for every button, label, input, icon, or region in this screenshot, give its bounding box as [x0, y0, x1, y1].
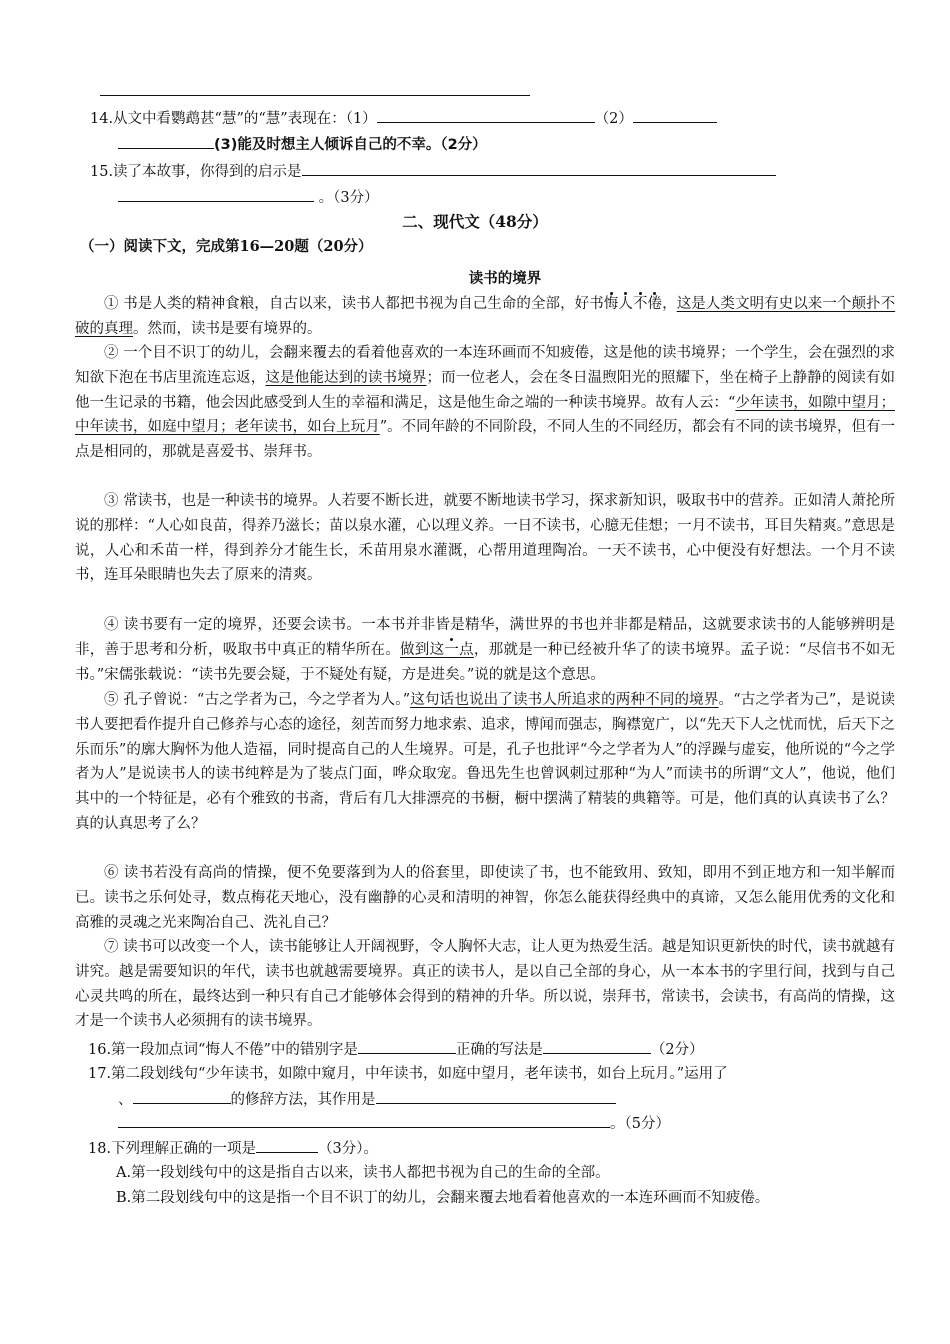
question-17-cont-2: [118, 1112, 670, 1135]
p4-underlined-dotted: 一点: [444, 641, 474, 658]
q18-text: 18.下列理解正确的一项是: [88, 1141, 257, 1157]
question-16: [88, 1038, 704, 1061]
p1-text-a: ① 书是人类的精神食粮，自古以来，读书人都把书视为自己生命的全部，好书: [104, 296, 604, 312]
article-paragraph-7: ⑦ 读书可以改变一个人，读书能够让人开阔视野，令人胸怀大志，让人更为热爱生活。越是知识更新快的时代，读书就越有讲究。越是需要知识的年代，读书也就越需要境界。真正的读书人，是以自己全部的身心，从一本本书的字里行间，找到与自己心灵共鸣的所在，最终达到一种只有自己才能够体会得到的精神的升华。所以说，崇拜书，常读书，会读书，有高尚的情操，这才是一个读书人必须拥有的读书境界。: [75, 939, 895, 1030]
q16-blank-2[interactable]: [543, 1038, 651, 1054]
q14-tail: (3)能及时想主人倾诉自己的不幸。（2分）: [214, 137, 487, 153]
q17-text-b: 的修辞方法，其作用是: [230, 1092, 376, 1108]
q16-text-a: 16.第一段加点词“悔人不倦”中的错别字是: [88, 1042, 358, 1058]
question-14: [90, 107, 717, 130]
p5-text-b: 。“古之学者为己”，是说读书人要把看作提升自己修养与心态的途径，刻苦而努力地求索、追求，博闻而强志，胸襟宽广，以“先天下人之忧而忧，后天下之乐而乐”的廓大胸怀为他人造福，同时提高自己的人生境界。可是，孔子也批评“今之学者为人”的浮躁与虚妄，他所说的“今之学者为人”是说读书人的读书纯粹是为了装点门面，哗众取宠。鲁迅先生也曾讽刺过那种“为人”而读书的所谓“文人”，他说，他们其中的一个特征是，必有个雅致的书斋，背后有几大排漂亮的书橱，橱中摆满了精装的典籍等。可是，他们真的认真读书了么？真的认真思考了么？: [75, 692, 895, 832]
q14-blank-1[interactable]: [377, 107, 595, 123]
q18-option-b[interactable]: B.第二段划线句中的这是指一个目不识丁的幼儿，会翻来覆去地看着他喜欢的一本连环画而不知疲倦。: [116, 1190, 770, 1206]
q17-blank-3[interactable]: [118, 1112, 610, 1128]
article-paragraph-3: ③ 常读书，也是一种读书的境界。人若要不断长进，就要不断地读书学习，探求新知识，吸取书中的营养。正如清人萧抡所说的那样：“人心如良苗，得养乃滋长；苗以泉水灌，心以理义养。一日不读书，心臆无佳想；一月不读书，耳目失精爽。”意思是说，人心和禾苗一样，得到养分才能生长，禾苗用泉水灌溉，心帮用道理陶冶。一天不读书，心中便没有好想法。一个月不读书，连耳朵眼睛也失去了原来的清爽。: [75, 493, 895, 584]
p1-text-c: 。然而，读书是要有境界的。: [133, 320, 322, 337]
q15-text: 15.读了本故事，你得到的启示是: [90, 164, 302, 180]
q15-blank-2[interactable]: [118, 186, 314, 202]
p2-text-a: ② 一个目不识丁的幼儿，会翻来覆去的看着他喜欢的一本连环画而不知疲倦，这是他的读书境界；一个学生，会在强烈的求知欲下泡在书店里流连忘返，: [75, 345, 895, 386]
p4-text-a: ④ 读书要有一定的境界，还要会读书。一本书并非皆是精华，满世界的书也并非都是精品，这就要求读书的人能够辨明是非，善于思考和分析，吸取书中真正的精华所在。: [75, 617, 895, 658]
section-title: 二、现代文（48分）: [402, 212, 548, 231]
q17-text-c: 。（5分）: [610, 1116, 670, 1132]
article-title: 读书的境界: [468, 270, 542, 287]
q16-text-b: 正确的写法是: [455, 1042, 543, 1058]
p2-underlined-1: 这是他能达到的读书境界: [265, 369, 427, 386]
question-18: [88, 1137, 378, 1160]
article-paragraph-4: [75, 613, 895, 687]
p2-underlined-2: 少年读书，如隙中望月；中年读书，如庭中望月；老年读书，如台上玩月: [75, 394, 895, 436]
p5-underlined: 这句话也说出了读书人所追求的两种不同的境界: [410, 692, 719, 708]
question-17: [88, 1063, 728, 1085]
q17-prefix: 、: [118, 1092, 133, 1108]
question-17-cont: [118, 1088, 616, 1111]
q14-blank-3[interactable]: [118, 133, 214, 149]
p2-text-b: ；而一位老人，会在冬日温煦阳光的照耀下，坐在椅子上静静的阅读有如他一生记录的书籍，他会因此感受到人生的幸福和满足，这是他生命之端的一种读书境界。故有人云：“: [75, 369, 896, 411]
q16-blank-1[interactable]: [358, 1038, 456, 1054]
q14-blank-2[interactable]: [633, 107, 717, 123]
answer-line-top: [100, 80, 530, 103]
q17-blank-2[interactable]: [376, 1088, 616, 1104]
question-14-cont: [118, 133, 487, 156]
question-15-cont: [118, 186, 379, 209]
p1-text-b: ，: [662, 296, 677, 312]
article-paragraph-1: [75, 292, 895, 342]
q16-text-c: （2分）: [650, 1042, 704, 1058]
q18-option-a[interactable]: A.第一段划线句中的这是指自古以来，读书人都把书视为自己的生命的全部。: [116, 1165, 610, 1181]
section-subtitle: （一）阅读下文，完成第16—20题（20分）: [80, 238, 373, 255]
q17-blank-1[interactable]: [133, 1088, 231, 1104]
p4-underlined-1: 做到这: [400, 641, 445, 658]
q15-tail: 。（3分）: [318, 190, 379, 206]
p2-text-c: ”。不同年龄的不同阶段，不同人生的不同经历，都会有不同的读书境界，但有一点是相同的，那就是喜爱书、崇拜书。: [75, 419, 895, 461]
p5-text-a: ⑤ 孔子曾说：“古之学者为己，今之学者为人。”: [104, 692, 411, 708]
question-15: [90, 160, 776, 183]
q14-text: 14.从文中看鹦鹉甚“慧”的“慧”表现在：（1）: [90, 111, 377, 127]
p1-dotted-word: 悔人不倦: [603, 296, 663, 312]
article-paragraph-2: [75, 341, 895, 465]
q14-mid: （2）: [594, 111, 633, 127]
p4-text-b: ，那就是一种已经被升华了的读书境界。孟子说：“尽信书不如无书。”宋儒张载说：“读书先要会疑，于不疑处有疑，方是进矣。”说的就是这个意思。: [75, 641, 896, 683]
q17-text-a: 17.第二段划线句“少年读书，如隙中窥月，中年读书，如庭中望月，老年读书，如台上玩月。”运用了: [88, 1066, 728, 1082]
article-paragraph-5: [75, 688, 895, 837]
article-paragraph-6: ⑥ 读书若没有高尚的情操，便不免要落到为人的俗套里，即使读了书，也不能致用、致知，即用不到正地方和一知半解而已。读书之乐何处寻，数点梅花天地心，没有幽静的心灵和清明的神智，你怎么能获得经典中的真谛，又怎么能用优秀的文化和高雅的灵魂之光来陶冶自己、洗礼自己？: [75, 865, 895, 931]
q18-blank[interactable]: [256, 1137, 318, 1153]
p1-underlined: 这是人类文明有史以来一个颠扑不破的真理: [75, 296, 896, 337]
q15-blank-1[interactable]: [302, 160, 776, 176]
q18-tail: （3分）。: [318, 1141, 379, 1157]
